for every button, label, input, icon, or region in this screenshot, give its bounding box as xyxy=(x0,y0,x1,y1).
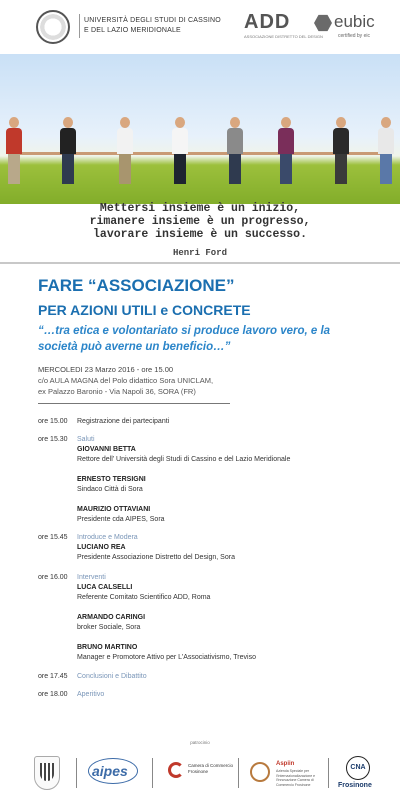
person-figure xyxy=(378,117,394,184)
speaker-role: Presidente cda AIPES, Sora xyxy=(77,516,165,523)
cna-location: Frosinone xyxy=(338,782,372,789)
patronage-label: patrocinio xyxy=(190,740,210,745)
program-time: ore 15.00 xyxy=(38,418,68,425)
cc-line-2: Frosinone xyxy=(188,769,209,774)
program-label: Introduce e Modera xyxy=(77,534,138,541)
program-label: Conclusioni e Dibattito xyxy=(77,673,147,680)
footer-divider xyxy=(152,758,153,788)
quote-line-3: lavorare insieme è un successo. xyxy=(93,228,307,241)
add-logo-subtitle: ASSOCIAZIONE DISTRETTO DEL DESIGN xyxy=(244,34,323,39)
program-time: ore 17.45 xyxy=(38,673,68,680)
add-logo: ADD xyxy=(244,11,291,33)
sponsor-footer xyxy=(0,750,400,800)
program-time: ore 16.00 xyxy=(38,574,68,581)
cna-logo: CNA xyxy=(346,756,370,780)
hero-photo-people-holding-hands xyxy=(0,54,400,204)
person-figure xyxy=(278,117,294,184)
program-time: ore 15.30 xyxy=(38,436,68,443)
event-venue-1: c/o AULA MAGNA del Polo didattico Sora UNICLAM, xyxy=(38,376,214,385)
university-line-2: E DEL LAZIO MERIDIONALE xyxy=(84,27,181,34)
speaker-role: Manager e Promotore Attivo per L’Associativismo, Treviso xyxy=(77,654,256,661)
program-label: Interventi xyxy=(77,574,106,581)
event-venue-2: ex Palazzo Baronio - Via Napoli 36, SORA (FR) xyxy=(38,387,196,396)
speaker-name: ERNESTO TERSIGNI xyxy=(77,476,146,483)
quote-author: Henri Ford xyxy=(172,248,227,258)
program-divider xyxy=(38,403,230,404)
cc-line-1: Camera di Commercio xyxy=(188,763,234,768)
event-title: FARE “ASSOCIAZIONE” xyxy=(38,276,235,295)
speaker-name: MAURIZIO OTTAVIANI xyxy=(77,506,151,513)
speaker-role: Referente Comitato Scientifico ADD, Roma xyxy=(77,594,211,601)
university-seal-icon xyxy=(36,10,70,44)
aspiin-description: Azienda Speciale per l’Internazionalizzazione e l’Innovazione Camera di Commercio Frosinone xyxy=(276,769,316,787)
footer-divider xyxy=(76,758,77,788)
eubic-logo: eubic xyxy=(334,12,375,31)
program-time: ore 15.45 xyxy=(38,534,68,541)
person-figure xyxy=(60,117,76,184)
event-info xyxy=(38,364,378,397)
program-label: Aperitivo xyxy=(77,691,105,698)
speaker-role: Presidente Associazione Distretto del Design, Sora xyxy=(77,554,235,561)
eubic-subtitle: certified by eic xyxy=(338,33,370,39)
speaker-role: Sindaco Città di Sora xyxy=(77,486,143,493)
university-name xyxy=(84,16,221,36)
program-label: Saluti xyxy=(77,436,95,443)
university-line-1: UNIVERSITÀ DEGLI STUDI DI CASSINO xyxy=(84,17,221,24)
eubic-hexagon-icon xyxy=(314,14,332,32)
aspiin-emblem-icon xyxy=(250,762,270,782)
footer-divider xyxy=(238,758,239,788)
speaker-name: LUCA CALSELLI xyxy=(77,584,133,591)
footer-divider xyxy=(328,758,329,788)
speaker-name: GIOVANNI BETTA xyxy=(77,446,136,453)
speaker-name: LUCIANO REA xyxy=(77,544,126,551)
speaker-role: broker Sociale, Sora xyxy=(77,624,141,631)
chamber-of-commerce-logo xyxy=(188,763,233,775)
header xyxy=(0,0,400,52)
sora-crest-icon xyxy=(34,756,60,790)
event-date: MERCOLEDI 23 Marzo 2016 - ore 15.00 xyxy=(38,365,174,374)
quote-separator xyxy=(0,262,400,264)
event-subtitle: “…tra etica e volontariato si produce lavoro vero, e la società può averne un beneficio…” xyxy=(38,325,331,353)
program-label: Registrazione dei partecipanti xyxy=(77,418,170,425)
header-divider xyxy=(79,14,80,38)
person-figure xyxy=(172,117,188,184)
speaker-name: BRUNO MARTINO xyxy=(77,644,138,651)
person-figure xyxy=(117,117,133,184)
person-figure xyxy=(227,117,243,184)
quote-line-1: Mettersi insieme è un inizio, xyxy=(99,202,301,215)
person-figure xyxy=(6,117,22,184)
quote-line-2: rimanere insieme è un progresso, xyxy=(89,215,311,228)
aspiin-logo: Aspiin xyxy=(276,761,295,767)
speaker-name: ARMANDO CARINGI xyxy=(77,614,146,621)
person-figure xyxy=(333,117,349,184)
event-title-2: PER AZIONI UTILI e CONCRETE xyxy=(38,302,251,318)
aipes-logo: aipes xyxy=(92,763,128,779)
chamber-of-commerce-icon xyxy=(168,762,184,778)
speaker-role: Rettore dell’ Università degli Studi di Cassino e del Lazio Meridionale xyxy=(77,456,291,463)
program-time: ore 18.00 xyxy=(38,691,68,698)
